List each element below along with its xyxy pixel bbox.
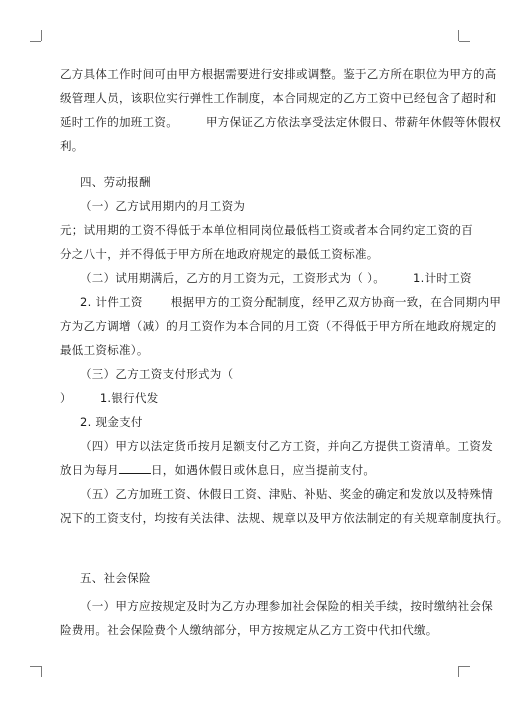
fill-in-blank	[119, 461, 151, 474]
section-heading-remuneration	[80, 170, 445, 194]
text-segment: 日，如遇休假日或休息日，应当提前支付。	[151, 463, 376, 477]
text-line: （五）乙方加班工资、休假日工资、津贴、补贴、奖金的确定和发放以及特殊情	[80, 487, 493, 501]
text-line: 元；试用期的工资不得低于本单位相同岗位最低档工资或者本合同约定工资的百	[60, 223, 473, 237]
text-segment: （二）试用期满后，乙方的月工资为元，工资形式为（ ）。	[80, 271, 386, 285]
text-line: 利。	[60, 139, 84, 153]
crop-mark-top-left-h	[30, 41, 41, 42]
text-line	[60, 110, 501, 134]
text-line: 最低工资标准）。	[60, 343, 149, 357]
paragraph-working-time	[60, 62, 501, 158]
crop-mark-top-right-v	[458, 30, 459, 41]
text-line: （一）甲方应按规定及时为乙方办理参加社会保险的相关手续，按时缴纳社会保	[80, 599, 493, 613]
text-line	[60, 290, 502, 314]
crop-mark-bottom-right-v	[458, 666, 459, 677]
text-line: 2. 现金支付	[80, 415, 143, 429]
text-line: 险费用。社会保险费个人缴纳部分，甲方按规定从乙方工资中代扣代缴。	[60, 623, 438, 637]
text-line: 分之八十，并不得低于甲方所在地政府规定的最低工资标准。	[60, 247, 379, 261]
text-line	[60, 458, 445, 482]
text-line: （四）甲方以法定货币按月足额支付乙方工资，并向乙方提供工资清单。工资发	[80, 439, 493, 453]
text-line: 况下的工资支付，均按有关法律、法规、规章以及甲方依法制定的有关规章制度执行。	[60, 511, 508, 525]
text-line: 方为乙方调增（减）的月工资作为本合同的月工资（不得低于甲方所在地政府规定的	[60, 319, 497, 333]
text-segment: 1.银行代发	[99, 391, 159, 405]
section-heading-social-insurance	[80, 566, 445, 590]
text-segment: ）	[60, 391, 72, 405]
text-segment: 放日为每月	[60, 463, 119, 477]
heading-text: 五、社会保险	[80, 571, 151, 585]
text-segment: 延时工作的加班工资。	[60, 115, 178, 129]
crop-mark-top-left-v	[41, 30, 42, 41]
text-segment: 甲方保证乙方依法享受法定休假日、带薪年休假等休假权	[206, 115, 501, 129]
crop-mark-bottom-left-h	[30, 666, 41, 667]
text-line: 乙方具体工作时间可由甲方根据需要进行安排或调整。鉴于乙方所在职位为甲方的高	[60, 67, 497, 81]
heading-text: 四、劳动报酬	[80, 175, 151, 189]
text-line: （一）乙方试用期内的月工资为	[80, 199, 246, 213]
text-segment: 2. 计件工资	[80, 295, 143, 309]
crop-mark-bottom-right-h	[459, 666, 470, 667]
crop-mark-bottom-left-v	[41, 666, 42, 677]
crop-mark-top-right-h	[459, 41, 470, 42]
text-line	[60, 266, 472, 290]
text-line	[60, 386, 445, 410]
text-line: 级管理人员，该职位实行弹性工作制度，本合同规定的乙方工资中已经包含了超时和	[60, 91, 497, 105]
section-social-insurance-body	[60, 594, 493, 642]
text-segment: 根据甲方的工资分配制度，经甲乙双方协商一致，在合同期内甲	[170, 295, 502, 309]
text-segment: 1.计时工资	[413, 271, 472, 285]
text-line: （三）乙方工资支付形式为（	[80, 367, 234, 381]
section-remuneration-body	[60, 194, 508, 530]
